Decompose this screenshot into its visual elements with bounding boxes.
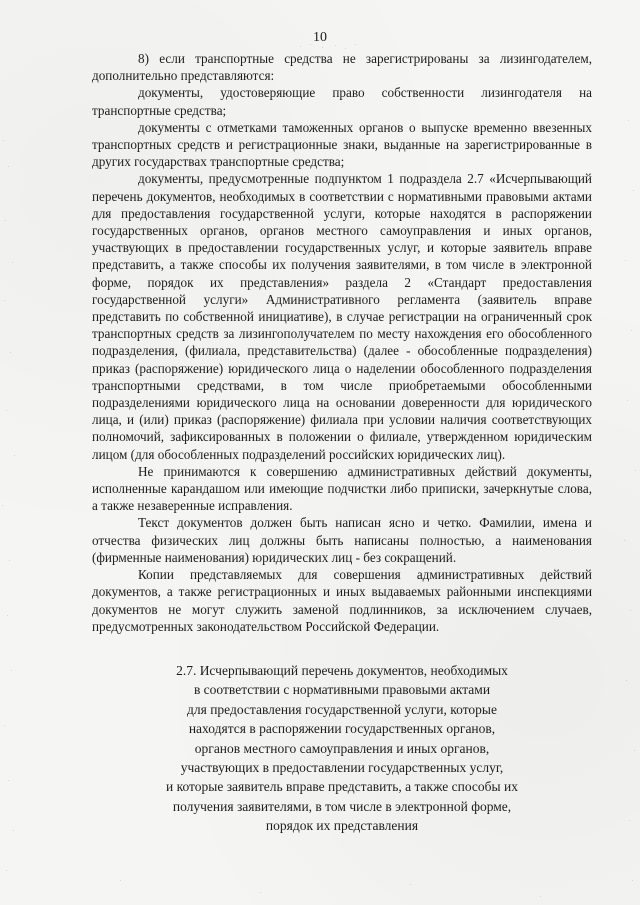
paragraph-ownership-documents: документы, удостоверяющие право собственности лизингодателя на транспортные средства; (92, 85, 592, 118)
section-heading-line: получения заявителями, в том числе в электронной форме, (172, 798, 512, 814)
paragraph-not-accepted-documents: Не принимаются к совершению административных действий документы, исполненные карандашом или имеющие подчистки либо приписки, зачеркнутые слова, а также незаверенные исправления. (92, 463, 592, 514)
paragraph-text-requirements: Текст документов должен быть написан ясно и четко. Фамилии, имена и отчества физических лиц должны быть написаны полностью, а наименования (фирменные наименования) юридических лиц - без сокращений. (92, 515, 592, 565)
section-heading (92, 661, 592, 836)
section-heading-line: для предоставления государственной услуги, которые (187, 701, 497, 717)
paragraph-customs-documents: документы с отметками таможенных органов о выпуске временно ввезенных транспортных средств и регистрационные знаки, выданные на зарегистрированные в других государствах транспортные средства; (92, 119, 592, 170)
section-heading-line: органов местного самоуправления и иных органов, (194, 740, 490, 756)
paragraph-copies-note: Копии представляемых для совершения административных действий документов, а также регистрационных и иных выдаваемых районными инспекциями документов не могут служить заменой подлинников, за исключением случаев, предусмотренных законодательством Российской Федерации. (92, 567, 592, 634)
page-number: 10 (313, 30, 327, 45)
paragraph-subsection-reference: документы, предусмотренные подпунктом 1 подраздела 2.7 «Исчерпывающий перечень документов, необходимых в соответствии с нормативными правовыми актами для предоставления государственной услуги, которые находятся в распоряжении государственных органов, органов местного самоуправления и иных органов, участвующих в предоставлении государственных услуг, и которые заявитель вправе представить, а также способы их получения заявителями, в том числе в электронной форме, порядок их представления» раздела 2 «Стандарт предоставления государственной услуги» Административного регламента (заявитель вправе представить по собственной инициативе), в случае регистрации на ограниченный срок транспортных средств за лизингополучателем по месту нахождения его обособленного подразделения, (филиала, представительства) (далее - обособленные подразделения) приказ (распоряжение) юридического лица о наделении обособленного подразделения транспортными средствами, в том числе приобретаемыми обособленными подразделениями юридического лица на основании доверенности для юридического лица, и (или) приказ (распоряжение) филиала при условии наличия соответствующих полномочий, зафиксированных в положении о филиале, утвержденном юридическим лицом (для обособленных подразделений российских юридических лиц). (92, 171, 592, 462)
section-heading-line: 2.7. Исчерпывающий перечень документов, необходимых (176, 663, 508, 678)
section-heading-line: участвующих в предоставлении государственных услуг, (180, 760, 504, 776)
section-heading-line: порядок их представления (265, 818, 419, 834)
paragraph-item-8: 8) если транспортные средства не зарегистрированы за лизингодателем, дополнительно представляются: (92, 51, 592, 84)
document-body (92, 50, 592, 635)
section-heading-line: в соответствии с нормативными правовыми актами (193, 682, 491, 698)
section-heading-line: и которые заявитель вправе представить, а также способы их (166, 779, 518, 795)
section-heading-line: находятся в распоряжении государственных органов, (188, 721, 496, 737)
